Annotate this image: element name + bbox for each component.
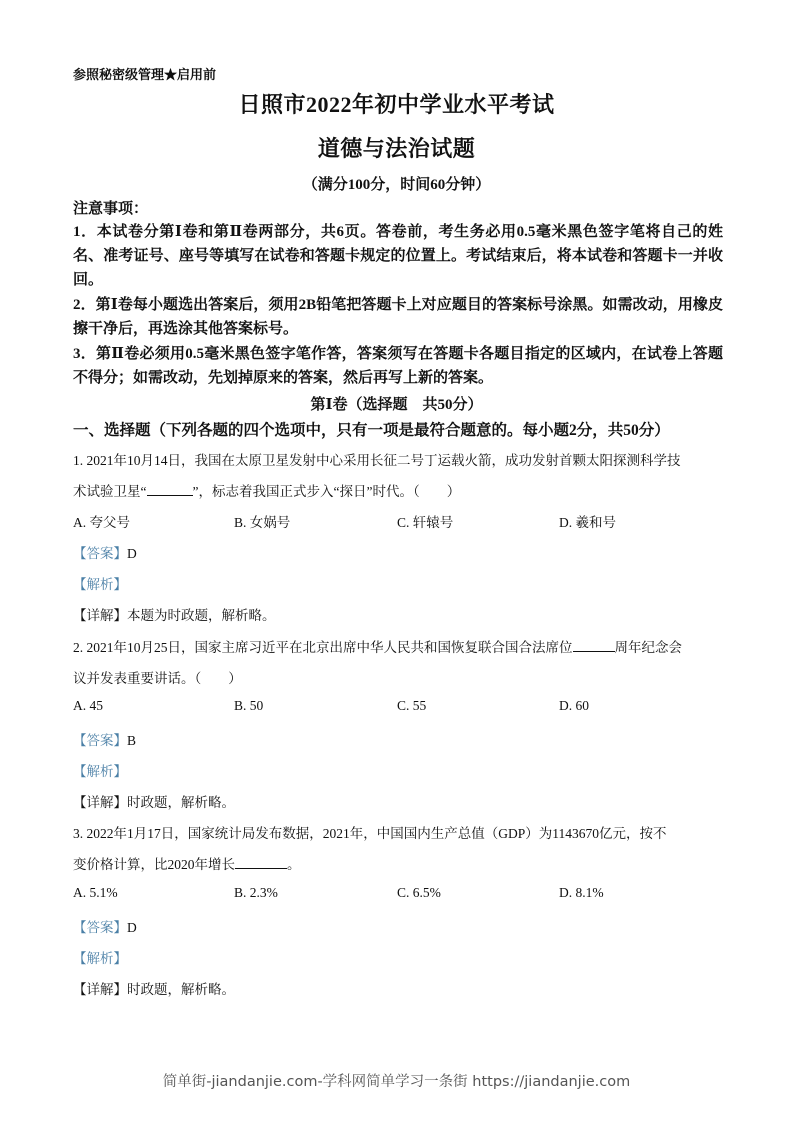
note-item-3: 3．第Ⅱ卷必须用0.5毫米黑色签字笔作答，答案须写在答题卡各题目指定的区域内，在试卷上答题不得分；如需改动，先划掉原来的答案，然后再写上新的答案。: [73, 346, 723, 386]
part-heading: 一、选择题（下列各题的四个选项中，只有一项是最符合题意的。每小题2分，共50分）: [73, 422, 670, 439]
question-2-text-pre: 2. 2021年10月25日，国家主席习近平在北京出席中华人民共和国恢复联合国合法席位: [73, 640, 573, 655]
footer-watermark: 简单街-jiandanjie.com-学科网简单学习一条街 https://jiandanjie.com: [162, 1074, 631, 1090]
option-c: C. 55: [397, 698, 427, 713]
question-3-text-post: 。: [287, 857, 301, 872]
exam-title: 日照市2022年初中学业水平考试: [238, 92, 555, 117]
detail-text: 时政题，解析略。: [127, 795, 235, 810]
answer-line: [73, 916, 137, 936]
question-2-text-post: 周年纪念会: [614, 640, 682, 655]
detail-text: 本题为时政题，解析略。: [127, 608, 276, 623]
fill-blank: [147, 483, 193, 496]
option-d: D. 60: [559, 698, 589, 713]
question-1-text-pre: 术试验卫星“: [73, 484, 147, 499]
section-title: 第Ⅰ卷（选择题 共50分）: [310, 397, 483, 413]
note-item-1: 1．本试卷分第Ⅰ卷和第Ⅱ卷两部分，共6页。答卷前，考生务必用0.5毫米黑色签字笔将自己的姓名、准考证号、座号等填写在试卷和答题卡规定的位置上。考试结束后，将本试卷和答题卡一并收回。: [73, 224, 723, 288]
answer-label: 【答案】: [73, 920, 127, 935]
option-c: C. 6.5%: [397, 885, 441, 900]
question-3-line-2: [73, 853, 301, 873]
answer-value: D: [127, 546, 137, 561]
answer-value: D: [127, 920, 137, 935]
classification-notice: 参照秘密级管理★启用前: [73, 67, 217, 82]
answer-line: [73, 729, 136, 749]
analysis-label: 【解析】: [73, 577, 127, 592]
detail-label: 【详解】: [73, 795, 127, 810]
detail-line: [73, 604, 276, 624]
option-d: D. 8.1%: [559, 885, 604, 900]
detail-label: 【详解】: [73, 608, 127, 623]
fill-blank: [235, 856, 287, 869]
question-1-text-post: ”，标志着我国正式步入“探日”时代。（ ）: [192, 484, 461, 499]
answer-line: [73, 542, 137, 562]
detail-text: 时政题，解析略。: [127, 982, 235, 997]
answer-label: 【答案】: [73, 546, 127, 561]
notes-heading: 注意事项：: [73, 201, 149, 217]
option-b: B. 50: [234, 698, 264, 713]
answer-value: B: [127, 733, 137, 748]
detail-line: [73, 978, 235, 998]
fill-blank: [573, 639, 615, 652]
analysis-label: 【解析】: [73, 951, 127, 966]
analysis-label: 【解析】: [73, 764, 127, 779]
subject-title: 道德与法治试题: [317, 136, 476, 161]
detail-label: 【详解】: [73, 982, 127, 997]
question-1-line-2: [73, 480, 460, 500]
question-3-line-1: 3. 2022年1月17日，国家统计局发布数据，2021年，中国国内生产总值（GDP）为1143670亿元，按不: [73, 826, 667, 841]
option-c: C. 轩辕号: [397, 515, 454, 530]
option-a: A. 45: [73, 698, 103, 713]
score-time-info: （满分100分，时间60分钟）: [302, 177, 491, 193]
question-2-line-2: 议并发表重要讲话。（ ）: [73, 671, 242, 686]
option-a: A. 5.1%: [73, 885, 118, 900]
option-d: D. 羲和号: [559, 515, 616, 530]
option-a: A. 夸父号: [73, 515, 130, 530]
question-2-line-1: [73, 636, 682, 656]
option-b: B. 女娲号: [234, 515, 291, 530]
answer-label: 【答案】: [73, 733, 127, 748]
detail-line: [73, 791, 235, 811]
option-b: B. 2.3%: [234, 885, 278, 900]
question-3-text-pre: 变价格计算，比2020年增长: [73, 857, 235, 872]
note-item-2: 2．第Ⅰ卷每小题选出答案后，须用2B铅笔把答题卡上对应题目的答案标号涂黑。如需改动，用橡皮擦干净后，再选涂其他答案标号。: [73, 297, 723, 337]
question-1-line-1: 1. 2021年10月14日，我国在太原卫星发射中心采用长征二号丁运载火箭，成功发射首颗太阳探测科学技: [73, 453, 681, 468]
